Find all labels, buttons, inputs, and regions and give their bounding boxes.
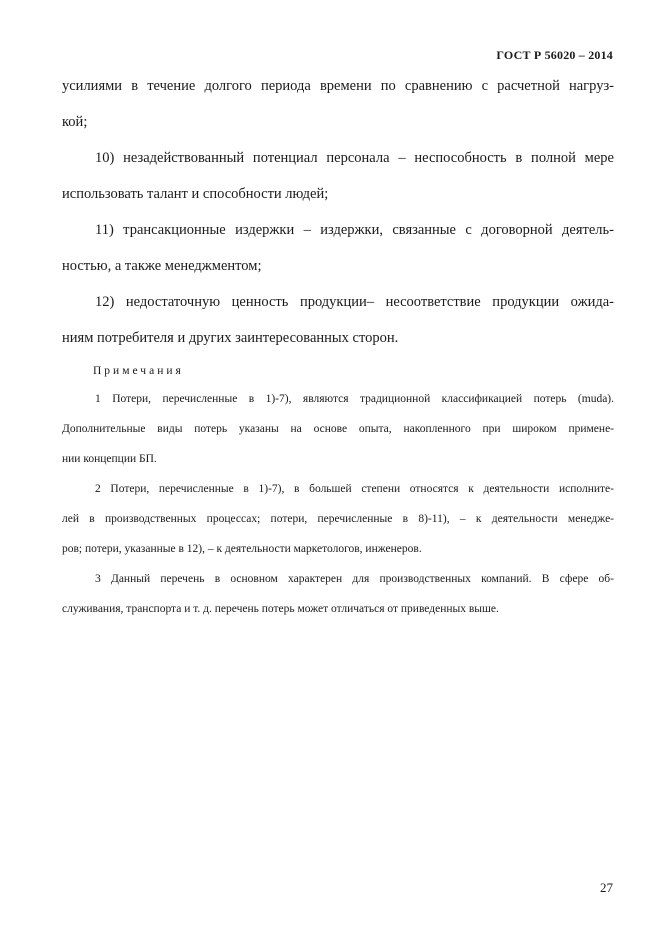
note-line: 2 Потери, перечисленные в 1)-7), в большей степени относятся к деятельности исполните- xyxy=(95,483,614,495)
paragraph-line: ностью, а также менеджментом; xyxy=(62,258,262,274)
note-line: лей в производственных процессах; потери, перечисленные в 8)-11), – к деятельности менедже- xyxy=(62,513,614,525)
paragraph-line: использовать талант и способности людей; xyxy=(62,186,329,202)
note-line: служивания, транспорта и т. д. перечень потерь может отличаться от приведенных выше. xyxy=(62,603,499,615)
paragraph-line: ниям потребителя и других заинтересованных сторон. xyxy=(62,330,399,346)
note-line: нии концепции БП. xyxy=(62,453,157,465)
note-line: ров; потери, указанные в 12), – к деятельности маркетологов, инженеров. xyxy=(62,543,422,555)
note-line: 3 Данный перечень в основном характерен для производственных компаний. В сфере об- xyxy=(95,573,614,585)
document-header: ГОСТ Р 56020 – 2014 xyxy=(496,48,613,62)
page-number: 27 xyxy=(600,880,613,895)
notes-title: Примечания xyxy=(93,365,184,377)
paragraph-line: 11) трансакционные издержки – издержки, связанные с договорной деятель- xyxy=(95,222,614,238)
note-line: Дополнительные виды потерь указаны на основе опыта, накопленного при широком примене- xyxy=(62,423,614,435)
body-text xyxy=(62,68,614,624)
paragraph-line: 10) незадействованный потенциал персонала – неспособность в полной мере xyxy=(95,150,614,166)
paragraph-line: кой; xyxy=(62,114,88,130)
paragraph-line: 12) недостаточную ценность продукции– несоответствие продукции ожида- xyxy=(95,294,614,310)
paragraph-line: усилиями в течение долгого периода времени по сравнению с расчетной нагруз- xyxy=(62,78,614,94)
note-line: 1 Потери, перечисленные в 1)-7), являются традиционной классификацией потерь (muda). xyxy=(95,393,614,405)
